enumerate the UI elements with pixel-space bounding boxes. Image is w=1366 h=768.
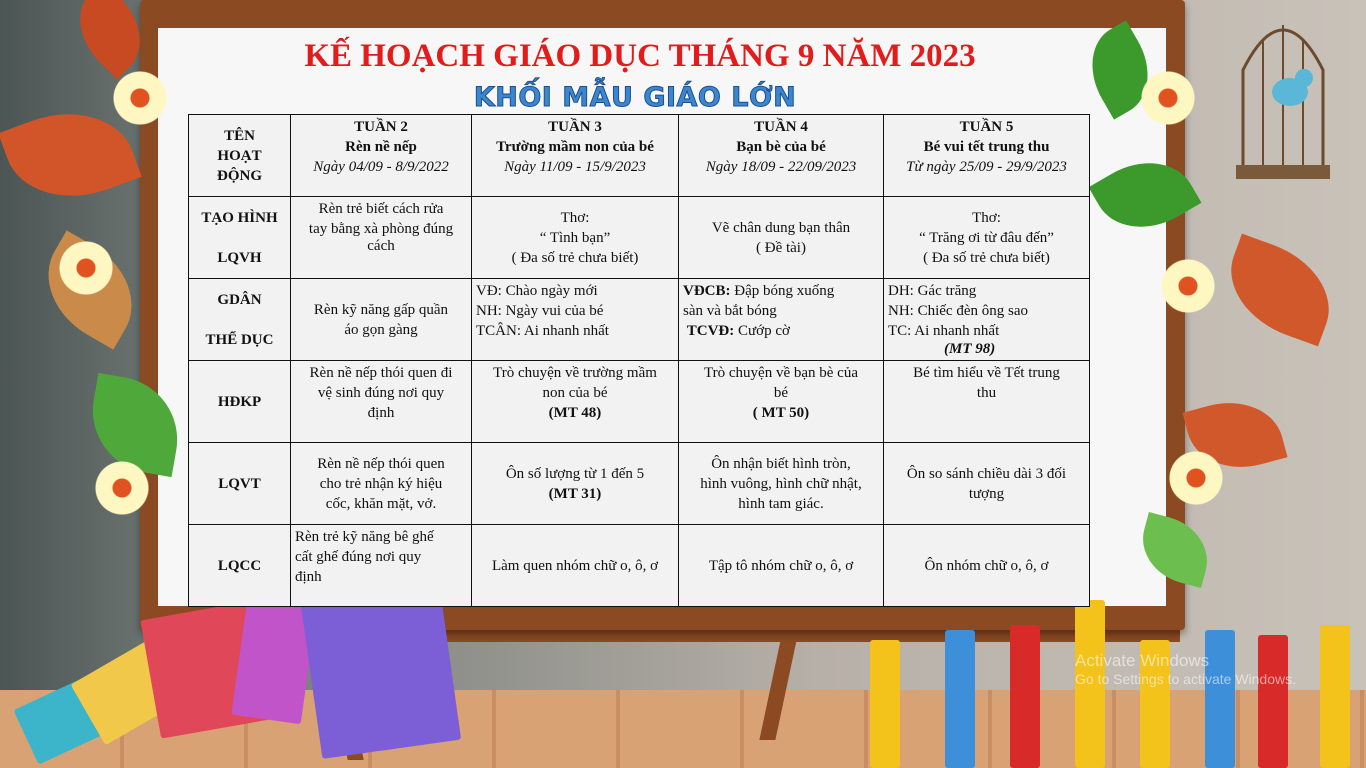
- pencil-icon: [945, 630, 975, 768]
- cell-line: Rèn nề nếp thói quen đi: [309, 365, 453, 381]
- page-subtitle: KHỐI MẪU GIÁO LỚN: [473, 82, 797, 113]
- row-header-line: LQVH: [217, 249, 262, 266]
- row-header-line: THỂ DỤC: [205, 331, 274, 348]
- pencil-icon: [1010, 625, 1040, 768]
- flower-icon: [1160, 258, 1216, 314]
- cell-line: hình tam giác.: [738, 495, 824, 512]
- week-theme: Rèn nề nếp: [345, 139, 417, 155]
- cell-line: tay bằng xà phòng đúng: [308, 221, 454, 237]
- corner-line: ĐỘNG: [217, 167, 262, 184]
- cell-line: ( Đa số trẻ chưa biết): [923, 249, 1050, 266]
- pencil-icon: [870, 640, 900, 768]
- cell-line: Rèn trẻ kỹ năng bê ghế: [295, 529, 434, 545]
- table-header-row: [189, 115, 1090, 197]
- cell-line: Vẽ chân dung bạn thân: [711, 219, 851, 236]
- table-cell: [472, 197, 679, 279]
- table-row: [189, 279, 1090, 361]
- table-cell: [679, 197, 884, 279]
- education-plan-table: [188, 114, 1090, 607]
- table-cell: [291, 525, 472, 607]
- cell-line: Ôn nhận biết hình tròn,: [711, 455, 851, 472]
- week-label: TUẦN 4: [754, 119, 808, 135]
- cell-line: Làm quen nhóm chữ o, ô, ơ: [491, 557, 659, 574]
- cell-line: ( Đề tài): [756, 239, 806, 256]
- cell-line: định: [295, 569, 322, 585]
- cell-label: TCVĐ:: [686, 323, 735, 339]
- week-theme: Bạn bè của bé: [736, 139, 826, 155]
- table-row: [189, 443, 1090, 525]
- cell-line: VĐ: Chào ngày mới: [476, 283, 598, 299]
- cell-line: Ôn số lượng từ 1 đến 5: [505, 465, 645, 482]
- cell-line: non của bé: [542, 385, 608, 401]
- cell-line: định: [367, 405, 395, 421]
- cell-line: (MT 98): [944, 341, 996, 357]
- table-cell: [679, 361, 884, 443]
- row-header-line: GDÂN: [217, 291, 262, 308]
- row-header-line: TẠO HÌNH: [201, 209, 278, 226]
- row-header: [189, 197, 291, 279]
- flower-icon: [1140, 70, 1196, 126]
- table-cell: [884, 279, 1090, 361]
- cell-line: (MT 48): [548, 405, 602, 421]
- table-row: [189, 361, 1090, 443]
- week-header: [679, 115, 884, 197]
- table-cell: [291, 197, 472, 279]
- cell-line: (MT 31): [548, 485, 602, 502]
- row-header: [189, 279, 291, 361]
- watermark-subtitle: Go to Settings to activate Windows.: [1075, 671, 1296, 687]
- table-cell: [291, 361, 472, 443]
- cell-line: [683, 321, 879, 341]
- cell-line: “ Trăng ơi từ đâu đến”: [919, 229, 1054, 246]
- cell-line: tượng: [968, 485, 1005, 502]
- cell-label: VĐCB:: [683, 283, 731, 299]
- table-cell: [884, 361, 1090, 443]
- flower-icon: [94, 460, 150, 516]
- table-cell: [679, 279, 884, 361]
- cell-text: Cướp cờ: [734, 323, 790, 339]
- table-cell: [472, 279, 679, 361]
- cell-line: cách: [367, 238, 395, 254]
- cell-line: NH: Ngày vui của bé: [476, 303, 604, 319]
- cell-line: [683, 281, 879, 301]
- cell-line: Thơ:: [560, 209, 590, 226]
- activation-watermark: [1075, 652, 1296, 688]
- week-label: TUẦN 5: [959, 119, 1014, 135]
- cell-line: Trò chuyện về bạn bè của: [704, 365, 858, 381]
- row-header: [189, 525, 291, 607]
- week-dates: Từ ngày 25/09 - 29/9/2023: [906, 159, 1067, 175]
- cell-line: cốc, khăn mặt, vở.: [325, 495, 437, 512]
- week-label: TUẦN 2: [354, 119, 408, 135]
- cell-line: cho trẻ nhận ký hiệu: [319, 475, 443, 492]
- cell-line: Rèn kỹ năng gấp quần: [313, 301, 449, 318]
- week-dates: Ngày 04/09 - 8/9/2022: [313, 159, 449, 175]
- cell-line: ( MT 50): [752, 405, 810, 421]
- cell-line: Bé tìm hiểu về Tết trung: [913, 365, 1060, 381]
- corner-line: TÊN: [224, 127, 255, 144]
- week-theme: Bé vui tết trung thu: [923, 139, 1050, 155]
- row-header: [189, 443, 291, 525]
- cell-line: sàn và bắt bóng: [683, 303, 777, 319]
- week-header: [884, 115, 1090, 197]
- table-cell: [472, 443, 679, 525]
- page-title: KẾ HOẠCH GIÁO DỤC THÁNG 9 NĂM 2023: [304, 38, 976, 74]
- cell-line: thu: [976, 385, 997, 401]
- table-cell: [472, 525, 679, 607]
- table-cell: [291, 279, 472, 361]
- flower-icon: [1168, 450, 1224, 506]
- week-label: TUẦN 3: [548, 119, 602, 135]
- pencil-icon: [1205, 630, 1235, 768]
- cell-text: Đập bóng xuống: [730, 283, 835, 299]
- cell-line: hình vuông, hình chữ nhật,: [700, 475, 862, 492]
- cell-line: Tập tô nhóm chữ o, ô, ơ: [708, 557, 854, 574]
- row-header-line: HĐKP: [217, 393, 262, 410]
- cell-line: áo gọn gàng: [344, 321, 418, 338]
- cell-line: vệ sinh đúng nơi quy: [317, 385, 445, 401]
- cell-line: “ Tình bạn”: [539, 229, 611, 246]
- table-cell: [291, 443, 472, 525]
- cell-line: Rèn nề nếp thói quen: [317, 455, 445, 472]
- cell-line: ( Đa số trẻ chưa biết): [511, 249, 639, 266]
- table-cell: [679, 443, 884, 525]
- week-theme: Trường mầm non của bé: [496, 139, 654, 155]
- table-cell: [472, 361, 679, 443]
- cell-line: NH: Chiếc đèn ông sao: [888, 303, 1028, 319]
- table-cell: [884, 525, 1090, 607]
- cell-line: TCÂN: Ai nhanh nhất: [476, 323, 609, 339]
- week-dates: Ngày 11/09 - 15/9/2023: [504, 159, 646, 175]
- row-header: [189, 361, 291, 443]
- table-cell: [884, 443, 1090, 525]
- week-dates: Ngày 18/09 - 22/09/2023: [705, 159, 857, 175]
- cell-line: Trò chuyện về trường mầm: [493, 365, 657, 381]
- flower-icon: [112, 70, 168, 126]
- table-row: [189, 525, 1090, 607]
- table-row: [189, 197, 1090, 279]
- corner-line: HOẠT: [217, 147, 262, 164]
- row-header-line: LQCC: [217, 557, 262, 574]
- cell-line: Ôn so sánh chiều dài 3 đối: [906, 465, 1067, 482]
- corner-header: [189, 115, 291, 197]
- cell-line: TC: Ai nhanh nhất: [888, 323, 1000, 339]
- flower-icon: [58, 240, 114, 296]
- table-cell: [884, 197, 1090, 279]
- pencil-icon: [1320, 625, 1350, 768]
- cell-line: DH: Gác trăng: [888, 283, 977, 299]
- cell-line: cất ghế đúng nơi quy: [295, 549, 422, 565]
- week-header: [472, 115, 679, 197]
- cell-line: Rèn trẻ biết cách rửa: [318, 201, 444, 217]
- cell-line: Thơ:: [972, 209, 1001, 226]
- week-header: [291, 115, 472, 197]
- table-cell: [679, 525, 884, 607]
- birdcage-icon: [1228, 0, 1338, 190]
- watermark-title: Activate Windows: [1075, 651, 1210, 670]
- cell-line: Ôn nhóm chữ o, ô, ơ: [924, 557, 1049, 574]
- cell-line: bé: [773, 385, 789, 401]
- row-header-line: LQVT: [218, 475, 261, 492]
